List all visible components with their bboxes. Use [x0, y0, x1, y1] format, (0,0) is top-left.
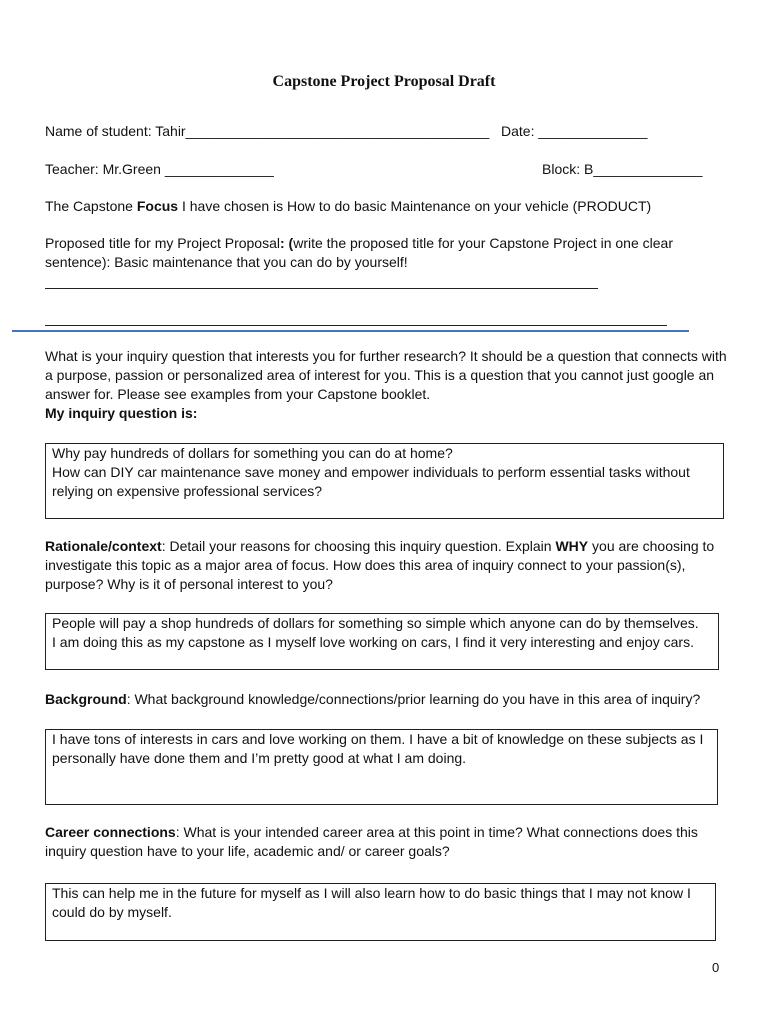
inquiry-label: My inquiry question is:: [45, 405, 198, 421]
proposed-title-bold: : (: [280, 235, 294, 251]
block-field: Block: B______________: [542, 161, 703, 177]
career-prompt-line: inquiry question have to your life, academic and/ or career goals?: [45, 843, 450, 859]
proposed-title-prefix: Proposed title for my Project Proposal: [45, 235, 280, 251]
career-text: : What is your intended career area at this point in time? What connections does this: [175, 824, 698, 840]
answer-line: How can DIY car maintenance save money and empower individuals to perform essential tasks without: [52, 464, 690, 480]
page-number: 0: [712, 960, 720, 975]
focus-bold: Focus: [136, 198, 179, 214]
answer-line: personally have done them and I’m pretty good at what I am doing.: [52, 750, 467, 766]
answer-underline: [45, 325, 667, 326]
page-title: Capstone Project Proposal Draft: [272, 73, 496, 90]
date-field: Date: ______________: [501, 123, 648, 139]
background-prompt: [45, 690, 700, 709]
answer-line: I have tons of interests in cars and love working on them. I have a bit of knowledge on these subjects as I: [52, 731, 704, 747]
answer-underline: [45, 288, 598, 289]
inquiry-prompt-line: answer for. Please see examples from your Capstone booklet.: [45, 386, 431, 402]
rationale-label: Rationale/context: [45, 538, 162, 554]
inquiry-answer-box: [45, 443, 724, 519]
answer-line: I am doing this as my capstone as I myself love working on cars, I find it very interesting and enjoy cars.: [52, 634, 694, 650]
answer-line: Why pay hundreds of dollars for something you can do at home?: [52, 445, 453, 461]
focus-prefix: The Capstone: [45, 198, 137, 214]
focus-suffix: I have chosen is How to do basic Maintenance on your vehicle (PRODUCT): [178, 198, 652, 214]
background-label: Background: [45, 691, 127, 707]
rationale-answer-box: [45, 613, 719, 670]
rationale-prompt: [45, 537, 735, 594]
rationale-prompt-line: investigate this topic as a major area of focus. How does this area of inquiry connect to your passion(s),: [45, 557, 686, 573]
inquiry-prompt-line: a purpose, passion or personalized area of interest for you. This is a question that you cannot just google an: [45, 367, 715, 383]
proposed-title-prompt: [45, 234, 735, 272]
student-name-field: Name of student: Tahir_______________________________________: [45, 123, 490, 139]
inquiry-prompt: [45, 347, 735, 423]
capstone-focus: [45, 197, 651, 216]
rationale-text: you are choosing to: [588, 538, 715, 554]
career-prompt: [45, 823, 735, 861]
proposed-title-suffix: write the proposed title for your Capstone Project in one clear: [293, 235, 673, 251]
teacher-field: Teacher: Mr.Green ______________: [45, 161, 274, 177]
proposed-title-answer: sentence): Basic maintenance that you can do by yourself!: [45, 254, 408, 270]
answer-line: could do by myself.: [52, 904, 172, 920]
rationale-why: WHY: [555, 538, 589, 554]
answer-line: This can help me in the future for myself as I will also learn how to do basic things that I may not know I: [52, 885, 691, 901]
answer-line: People will pay a shop hundreds of dollars for something so simple which anyone can do by themselves.: [52, 615, 699, 631]
background-text: : What background knowledge/connections/prior learning do you have in this area of inquiry?: [126, 691, 701, 707]
career-label: Career connections: [45, 824, 176, 840]
inquiry-prompt-line: What is your inquiry question that interests you for further research? It should be a question that connects with: [45, 348, 727, 364]
rationale-text: : Detail your reasons for choosing this inquiry question. Explain: [161, 538, 556, 554]
career-answer-box: [45, 883, 716, 941]
background-answer-box: [45, 729, 718, 805]
rationale-prompt-line: purpose? Why is it of personal interest to you?: [45, 576, 333, 592]
section-divider: [12, 330, 689, 332]
answer-line: relying on expensive professional services?: [52, 483, 323, 499]
